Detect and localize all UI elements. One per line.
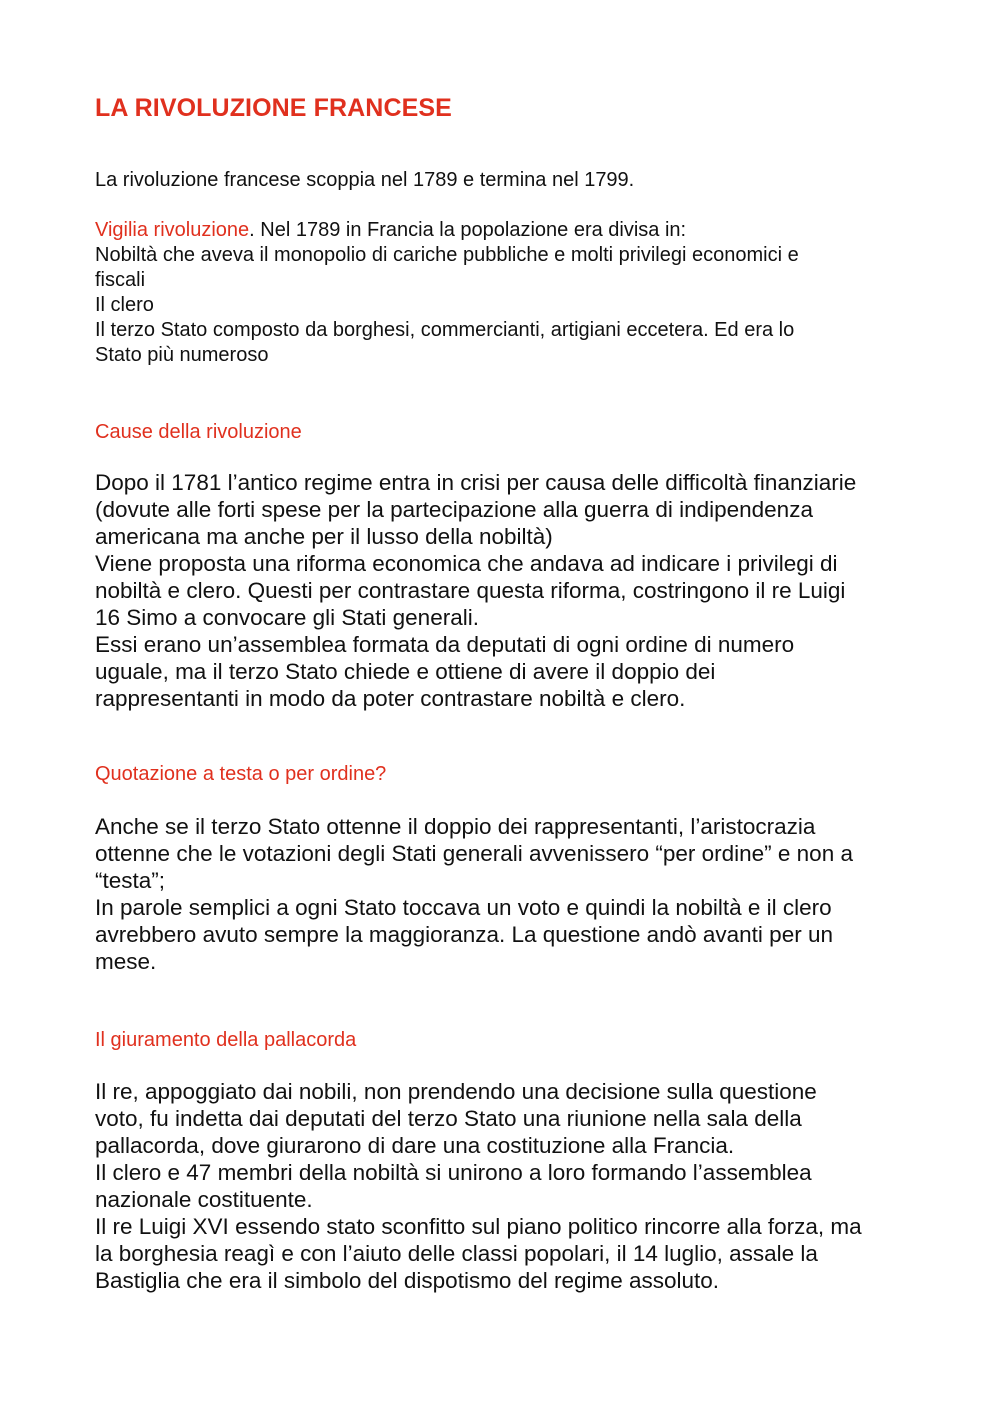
intro-paragraph: [95, 168, 915, 193]
body-line: americana ma anche per il lusso della nobiltà): [95, 524, 553, 549]
body-line: mese.: [95, 949, 157, 974]
body-line: nazionale costituente.: [95, 1187, 313, 1212]
body-line: ottenne che le votazioni degli Stati generali avvenissero “per ordine” e non a: [95, 841, 853, 866]
body-line: Essi erano un’assemblea formata da deputati di ogni ordine di numero: [95, 632, 795, 657]
body-line: Viene proposta una riforma economica che andava ad indicare i privilegi di: [95, 551, 838, 576]
section-body-cause: [95, 469, 915, 712]
vigilia-label: Vigilia rivoluzione: [95, 219, 250, 241]
body-line: nobiltà e clero. Questi per contrastare questa riforma, costringono il re Luigi: [95, 578, 846, 603]
body-line: Il clero e 47 membri della nobiltà si unirono a loro formando l’assemblea: [95, 1160, 812, 1185]
vigilia-line: Nobiltà che aveva il monopolio di cariche pubbliche e molti privilegi economici e: [95, 244, 799, 266]
vigilia-line: Il terzo Stato composto da borghesi, commercianti, artigiani eccetera. Ed era lo: [95, 319, 795, 341]
body-line: Anche se il terzo Stato ottenne il doppio dei rappresentanti, l’aristocrazia: [95, 814, 816, 839]
body-line: Il re, appoggiato dai nobili, non prendendo una decisione sulla questione: [95, 1079, 817, 1104]
vigilia-line: Stato più numeroso: [95, 344, 269, 366]
body-line: Bastiglia che era il simbolo del dispotismo del regime assoluto.: [95, 1268, 720, 1293]
vigilia-first-line-text: . Nel 1789 in Francia la popolazione era divisa in:: [249, 219, 687, 241]
vigilia-line: Il clero: [95, 294, 154, 316]
section-heading-quotazione: Quotazione a testa o per ordine?: [95, 763, 387, 785]
section-heading-cause: Cause della rivoluzione: [95, 421, 302, 443]
body-line: pallacorda, dove giurarono di dare una costituzione alla Francia.: [95, 1133, 735, 1158]
body-line: la borghesia reagì e con l’aiuto delle classi popolari, il 14 luglio, assale la: [95, 1241, 818, 1266]
body-line: In parole semplici a ogni Stato toccava un voto e quindi la nobiltà e il clero: [95, 895, 832, 920]
body-line: 16 Simo a convocare gli Stati generali.: [95, 605, 479, 630]
section-heading-pallacorda: Il giuramento della pallacorda: [95, 1029, 357, 1051]
vigilia-first-line: [95, 218, 915, 243]
body-line: avrebbero avuto sempre la maggioranza. La questione andò avanti per un: [95, 922, 833, 947]
document-title: LA RIVOLUZIONE FRANCESE: [95, 94, 452, 122]
body-line: uguale, ma il terzo Stato chiede e ottiene di avere il doppio dei: [95, 659, 716, 684]
vigilia-paragraph: [95, 218, 915, 368]
intro-text: La rivoluzione francese scoppia nel 1789 e termina nel 1799.: [95, 169, 635, 191]
body-line: “testa”;: [95, 868, 166, 893]
body-line: Dopo il 1781 l’antico regime entra in crisi per causa delle difficoltà finanziarie: [95, 470, 857, 495]
body-line: Il re Luigi XVI essendo stato sconfitto sul piano politico rincorre alla forza, ma: [95, 1214, 862, 1239]
body-line: voto, fu indetta dai deputati del terzo Stato una riunione nella sala della: [95, 1106, 802, 1131]
body-line: (dovute alle forti spese per la partecipazione alla guerra di indipendenza: [95, 497, 813, 522]
body-line: rappresentanti in modo da poter contrastare nobiltà e clero.: [95, 686, 686, 711]
vigilia-line: fiscali: [95, 269, 146, 291]
section-body-quotazione: [95, 813, 915, 975]
section-body-pallacorda: [95, 1078, 915, 1294]
